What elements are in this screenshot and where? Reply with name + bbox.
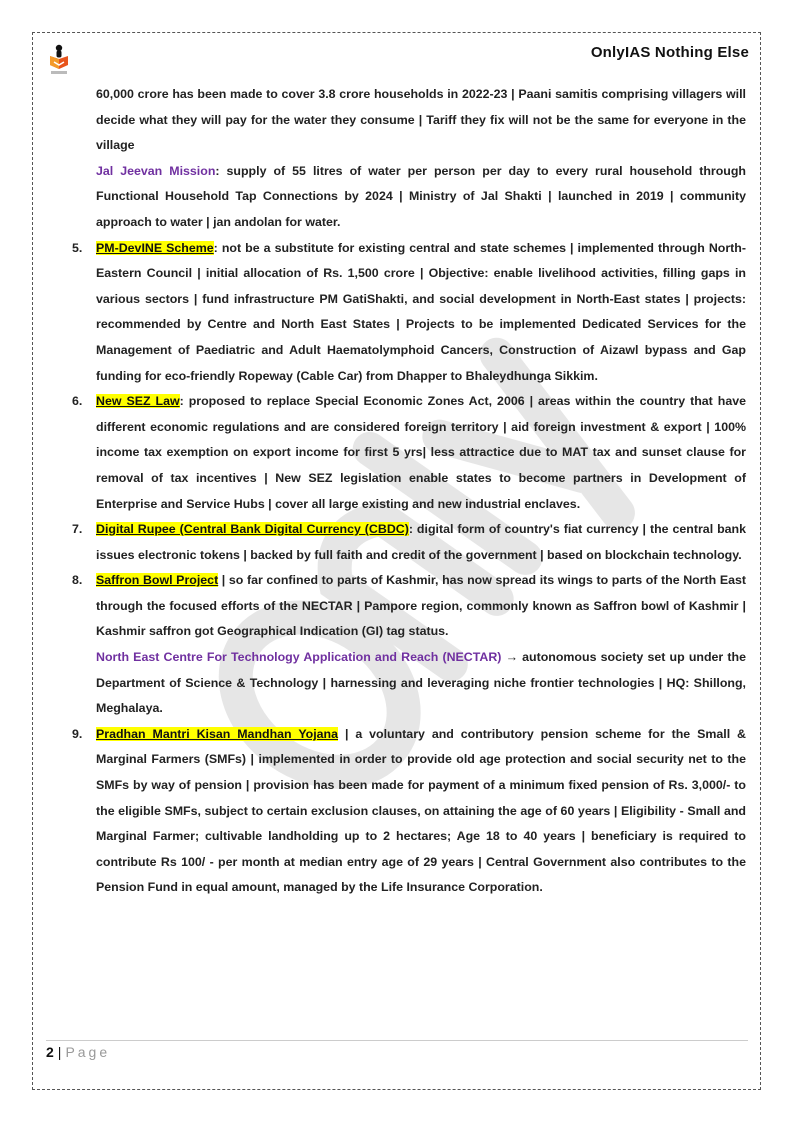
intro-paragraph bbox=[72, 82, 746, 159]
footer-divider bbox=[46, 1040, 748, 1041]
list-item-6 bbox=[72, 389, 746, 517]
item-number: 6. bbox=[72, 394, 83, 409]
jal-jeevan-term: Jal Jeevan Mission bbox=[96, 163, 216, 178]
intro-text: 60,000 crore has been made to cover 3.8 crore households in 2022-23 | Paani samitis comprising villagers will decide what they will pay for the water they consume | Tariff they fix will not be the same for everyone in the village bbox=[96, 87, 746, 153]
item-number: 5. bbox=[72, 240, 83, 255]
jal-jeevan-text: : supply of 55 litres of water per person per day to every rural household through Functional Household Tap Connections by 2024 | Ministry of Jal Shakti | launched in 2019 | community approach to water | jan andolan for water. bbox=[96, 163, 746, 229]
item-number: 8. bbox=[72, 573, 83, 588]
list-item-8 bbox=[72, 568, 746, 645]
document-body bbox=[72, 82, 746, 901]
item-text: : digital form of country's fiat currency | the central bank issues electronic tokens | backed by full faith and credit of the government | based on blockchain technology. bbox=[96, 522, 747, 562]
nectar-paragraph bbox=[72, 645, 746, 722]
item-term: Pradhan Mantri Kisan Mandhan Yojana bbox=[96, 726, 339, 741]
item-text: | a voluntary and contributory pension scheme for the Small & Marginal Farmers (SMFs) | implemented in order to provide old age protection and social security net to the SMFs by way of pension | provision has been made for payment of a minimum fixed pension of Rs. 3,000/- to the eligible SMFs, subject to certain exclusion clauses, on attaining the age of 60 years | Eligibility - Small and Marginal Farmer; cultivable landholding up to 2 hectares; Age 18 to 40 years | beneficiary is required to contribute Rs 100/ - per month at median entry age of 29 years | Central Government also contributes to the Pension Fund in equal amount, managed by the Life Insurance Corporation. bbox=[96, 726, 747, 895]
item-number: 7. bbox=[72, 522, 83, 537]
item-term: Saffron Bowl Project bbox=[96, 573, 219, 588]
list-item-5 bbox=[72, 236, 746, 390]
page-label: Page bbox=[65, 1044, 111, 1060]
nectar-term: North East Centre For Technology Application and Reach (NECTAR) bbox=[96, 650, 502, 665]
item-number: 9. bbox=[72, 726, 83, 741]
item-text: : proposed to replace Special Economic Zones Act, 2006 | areas within the country that have different economic regulations and are considered foreign territory | aid foreign investment & export | 100% income tax exemption on export income for first 5 yrs| less attractice due to MAT tax and sunset clause for removal of tax incentives | New SEZ legislation enable states to become partners in Development of Enterprise and Service Hubs | cover all large existing and new industrial enclaves. bbox=[96, 394, 746, 511]
logo-graphic bbox=[48, 44, 70, 76]
page-footer bbox=[46, 1044, 110, 1060]
footer-separator: | bbox=[57, 1044, 62, 1060]
list-item-7 bbox=[72, 517, 746, 568]
header-title: OnlyIAS Nothing Else bbox=[590, 44, 749, 61]
item-term: PM-DevINE Scheme bbox=[96, 240, 214, 255]
item-term: New SEZ Law bbox=[96, 394, 180, 409]
jal-jeevan-paragraph bbox=[72, 159, 746, 236]
item-text: | so far confined to parts of Kashmir, has now spread its wings to parts of the North East through the focused efforts of the NECTAR | Pampore region, commonly known as Saffron bowl of Kashmir | Kashmir saffron got Geographical Indication (GI) tag status. bbox=[96, 573, 747, 639]
onlyias-logo bbox=[48, 44, 70, 76]
item-term: Digital Rupee (Central Bank Digital Currency (CBDC) bbox=[96, 522, 409, 537]
arrow-icon: → bbox=[501, 650, 523, 665]
page-number: 2 bbox=[46, 1044, 54, 1060]
list-item-9 bbox=[72, 722, 746, 901]
nectar-text: autonomous society set up under the Department of Science & Technology | harnessing and leveraging niche frontier technologies | HQ: Shillong, Meghalaya. bbox=[96, 650, 746, 716]
item-text: : not be a substitute for existing central and state schemes | implemented through North-Eastern Council | initial allocation of Rs. 1,500 crore | Objective: enable livelihood activities, filling gaps in various sectors | fund infrastructure PM GatiShakti, and social development in North-East states | projects: recommended by Centre and North East States | Projects to be implemented Dedicated Services for the Management of Paediatric and Adult Haematolymphoid Cancers, Construction of Aizawl bypass and Gap funding for eco-friendly Ropeway (Cable Car) from Dhapper to Bhaleydhunga Sikkim. bbox=[96, 240, 746, 383]
